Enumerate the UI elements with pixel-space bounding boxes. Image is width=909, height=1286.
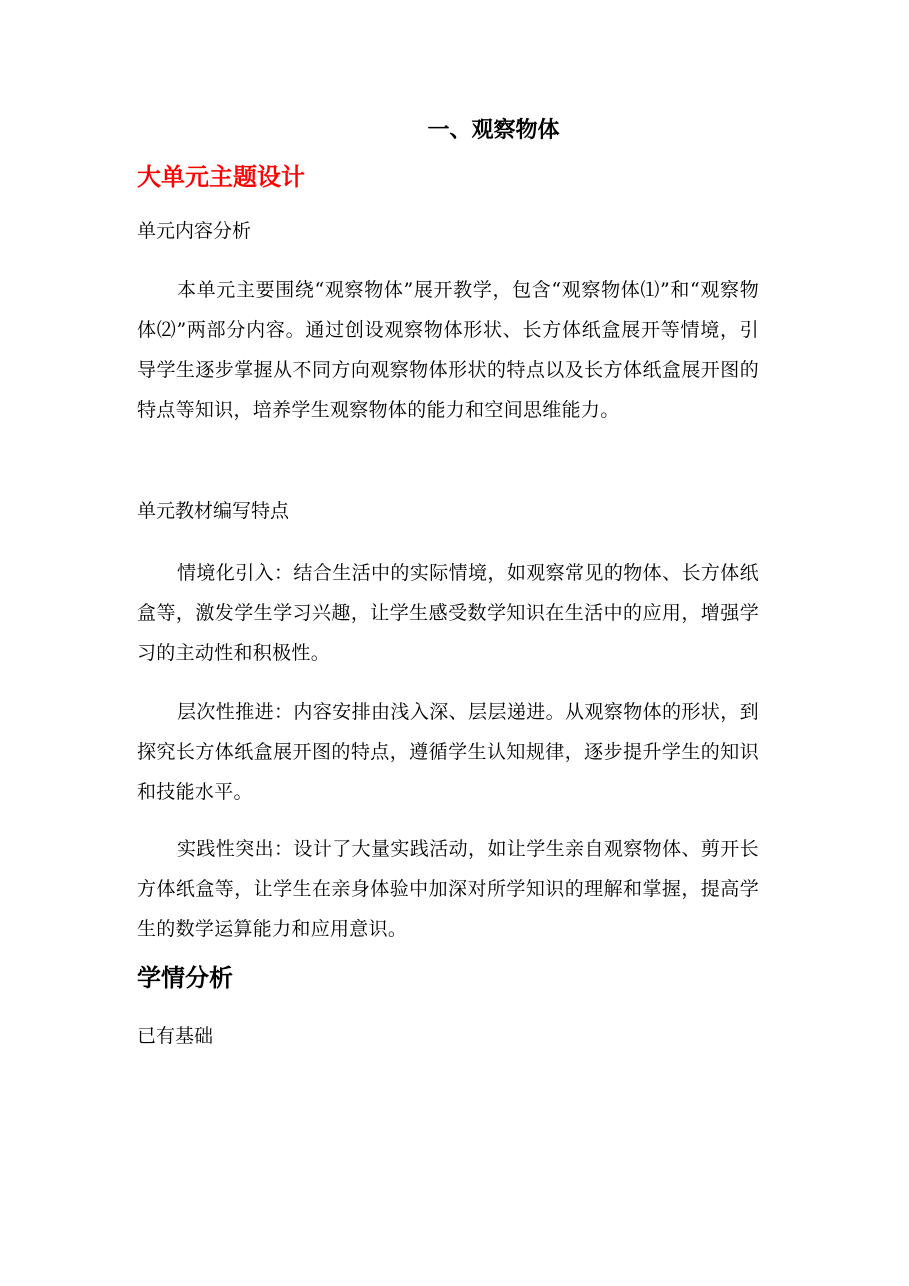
subheading-content-analysis: 单元内容分析	[137, 220, 252, 242]
section-heading-unit-design: 大单元主题设计	[137, 163, 305, 191]
subheading-existing-basis: 已有基础	[137, 1025, 214, 1047]
section-heading-learning-analysis: 学情分析	[137, 964, 233, 992]
paragraph-content-analysis: 本单元主要围绕“观察物体”展开教学，包含“观察物体⑴”和“观察物体⑵”两部分内容。通过创设观察物体形状、长方体纸盒展开等情境，引导学生逐步掌握从不同方向观察物体形状的特点以及长方体纸盒展开图的特点等知识，培养学生观察物体的能力和空间思维能力。	[137, 279, 759, 421]
paragraph-progressive: 层次性推进：内容安排由浅入深、层层递进。从观察物体的形状，到探究长方体纸盒展开图的特点，遵循学生认知规律，逐步提升学生的知识和技能水平。	[137, 701, 759, 803]
document-title: 一、观察物体	[427, 118, 560, 143]
paragraph-practical: 实践性突出：设计了大量实践活动，如让学生亲自观察物体、剪开长方体纸盒等，让学生在亲身体验中加深对所学知识的理解和掌握，提高学生的数学运算能力和应用意识。	[137, 838, 759, 940]
paragraph-situational-intro: 情境化引入：结合生活中的实际情境，如观察常见的物体、长方体纸盒等，激发学生学习兴趣，让学生感受数学知识在生活中的应用，增强学习的主动性和积极性。	[137, 562, 759, 664]
subheading-textbook-features: 单元教材编写特点	[137, 500, 290, 522]
